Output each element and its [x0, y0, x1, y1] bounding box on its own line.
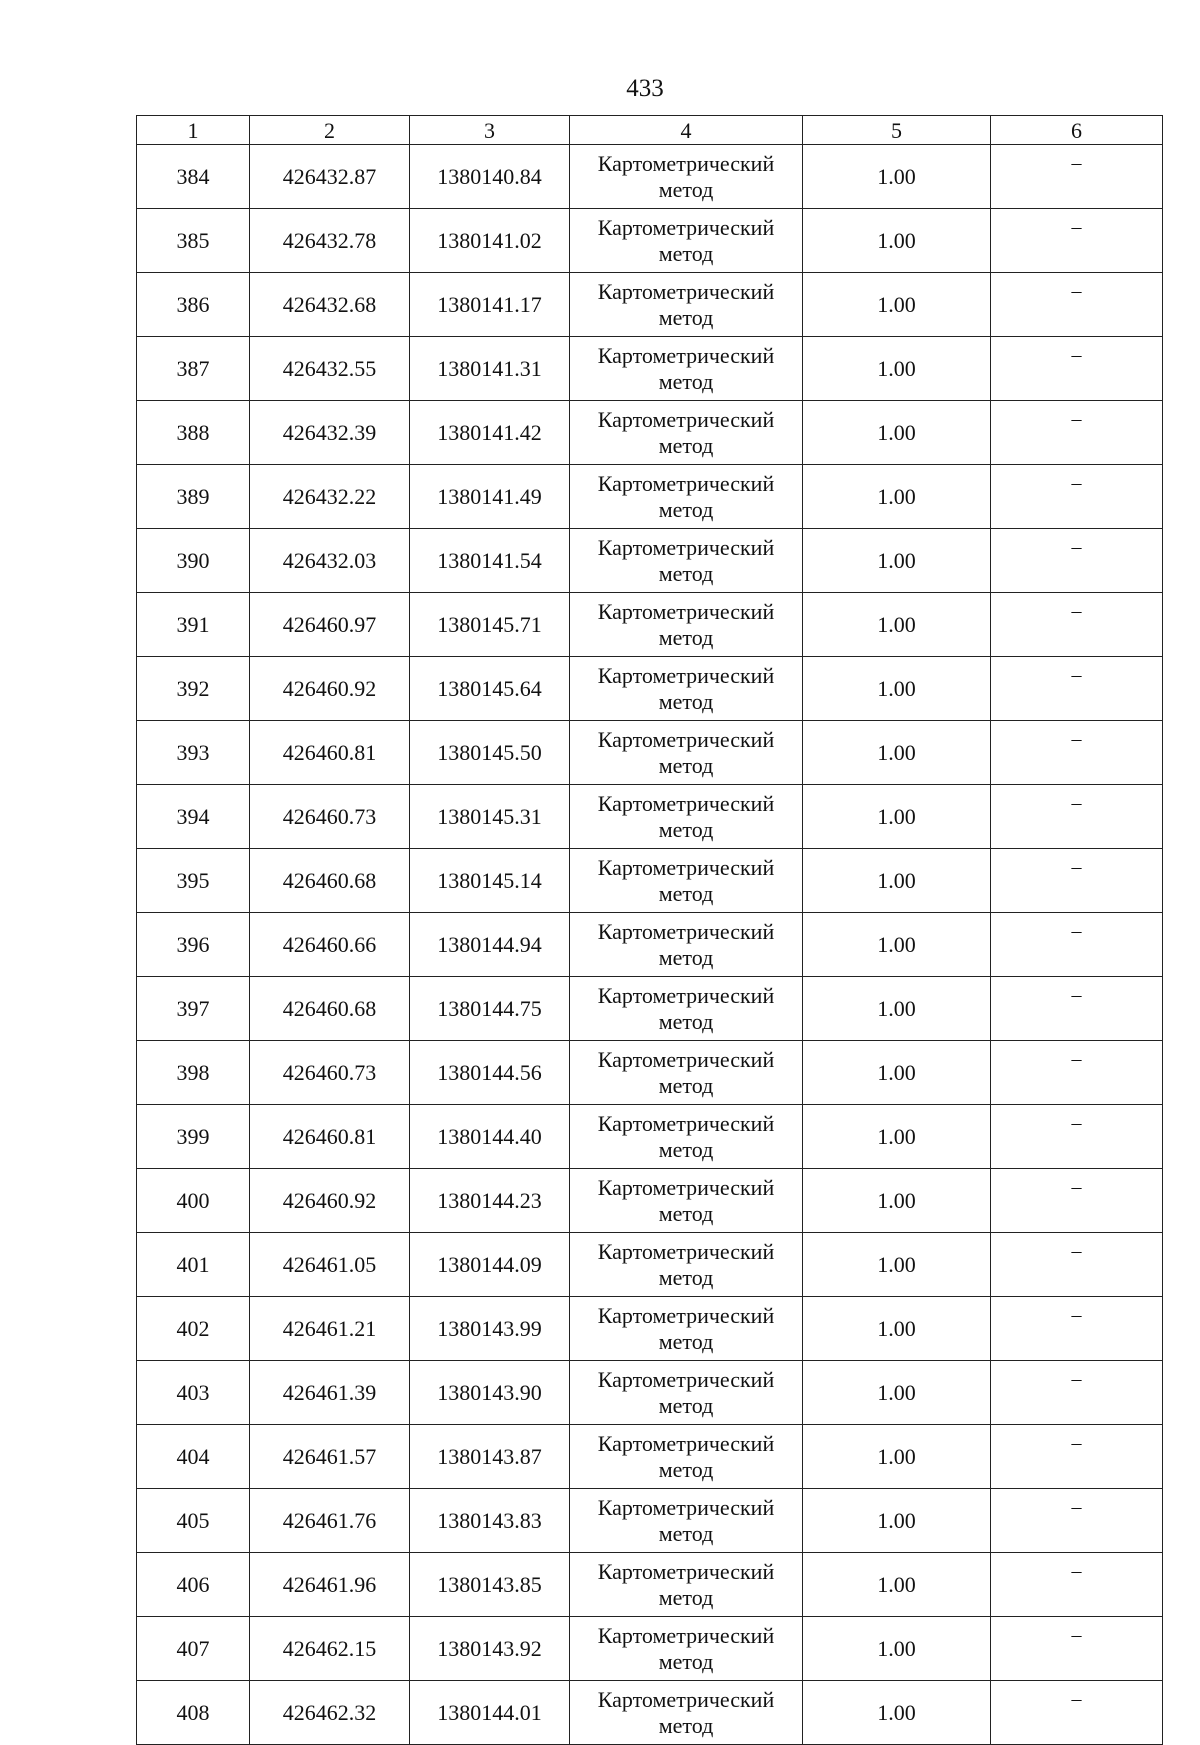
- y-coordinate-cell: 1380141.02: [410, 209, 570, 273]
- method-line-2: метод: [658, 1009, 714, 1034]
- accuracy-cell: 1.00: [803, 1489, 991, 1553]
- column-header-1: 1: [137, 116, 250, 145]
- table-row: [137, 337, 1163, 401]
- point-number-cell: 401: [137, 1233, 250, 1297]
- y-coordinate-cell: 1380144.40: [410, 1105, 570, 1169]
- y-coordinate-cell: 1380145.64: [410, 657, 570, 721]
- table-header-row: [137, 116, 1163, 145]
- method-line-2: метод: [658, 1585, 714, 1610]
- table-body: [137, 145, 1163, 1745]
- accuracy-cell: 1.00: [803, 657, 991, 721]
- x-coordinate-cell: 426462.32: [250, 1681, 410, 1745]
- x-coordinate-cell: 426432.03: [250, 529, 410, 593]
- method-line-1: Картометрический: [597, 1047, 775, 1072]
- table-row: [137, 145, 1163, 209]
- table-row: [137, 209, 1163, 273]
- point-number-cell: 396: [137, 913, 250, 977]
- accuracy-cell: 1.00: [803, 401, 991, 465]
- point-number-cell: 386: [137, 273, 250, 337]
- table-row: [137, 1041, 1163, 1105]
- method-line-1: Картометрический: [597, 1175, 775, 1200]
- table-row: [137, 721, 1163, 785]
- point-number-cell: 392: [137, 657, 250, 721]
- column-header-6: 6: [991, 116, 1163, 145]
- note-cell: –: [991, 337, 1163, 401]
- y-coordinate-cell: 1380143.99: [410, 1297, 570, 1361]
- method-cell: [570, 1553, 803, 1617]
- y-coordinate-cell: 1380145.31: [410, 785, 570, 849]
- y-coordinate-cell: 1380144.09: [410, 1233, 570, 1297]
- x-coordinate-cell: 426461.05: [250, 1233, 410, 1297]
- accuracy-cell: 1.00: [803, 1297, 991, 1361]
- table-row: [137, 1233, 1163, 1297]
- point-number-cell: 406: [137, 1553, 250, 1617]
- note-cell: –: [991, 1169, 1163, 1233]
- x-coordinate-cell: 426461.96: [250, 1553, 410, 1617]
- note-cell: –: [991, 401, 1163, 465]
- note-cell: –: [991, 1681, 1163, 1745]
- note-cell: –: [991, 1361, 1163, 1425]
- table-row: [137, 785, 1163, 849]
- method-cell: [570, 1105, 803, 1169]
- point-number-cell: 405: [137, 1489, 250, 1553]
- method-cell: [570, 785, 803, 849]
- x-coordinate-cell: 426461.39: [250, 1361, 410, 1425]
- method-line-2: метод: [658, 1201, 714, 1226]
- x-coordinate-cell: 426460.92: [250, 1169, 410, 1233]
- accuracy-cell: 1.00: [803, 209, 991, 273]
- note-cell: –: [991, 529, 1163, 593]
- note-cell: –: [991, 721, 1163, 785]
- x-coordinate-cell: 426460.81: [250, 1105, 410, 1169]
- point-number-cell: 403: [137, 1361, 250, 1425]
- method-line-1: Картометрический: [597, 343, 775, 368]
- method-line-1: Картометрический: [597, 1623, 775, 1648]
- method-line-2: метод: [658, 1649, 714, 1674]
- accuracy-cell: 1.00: [803, 1425, 991, 1489]
- method-cell: [570, 209, 803, 273]
- y-coordinate-cell: 1380143.92: [410, 1617, 570, 1681]
- x-coordinate-cell: 426432.68: [250, 273, 410, 337]
- method-line-2: метод: [658, 1265, 714, 1290]
- accuracy-cell: 1.00: [803, 1361, 991, 1425]
- table-row: [137, 1105, 1163, 1169]
- point-number-cell: 398: [137, 1041, 250, 1105]
- note-cell: –: [991, 1425, 1163, 1489]
- x-coordinate-cell: 426432.39: [250, 401, 410, 465]
- method-line-2: метод: [658, 241, 714, 266]
- accuracy-cell: 1.00: [803, 1617, 991, 1681]
- method-cell: [570, 273, 803, 337]
- point-number-cell: 402: [137, 1297, 250, 1361]
- method-cell: [570, 529, 803, 593]
- method-line-2: метод: [658, 305, 714, 330]
- y-coordinate-cell: 1380141.54: [410, 529, 570, 593]
- column-header-3: 3: [410, 116, 570, 145]
- table-row: [137, 849, 1163, 913]
- point-number-cell: 384: [137, 145, 250, 209]
- accuracy-cell: 1.00: [803, 529, 991, 593]
- accuracy-cell: 1.00: [803, 465, 991, 529]
- x-coordinate-cell: 426460.81: [250, 721, 410, 785]
- table-row: [137, 1489, 1163, 1553]
- method-line-1: Картометрический: [597, 1495, 775, 1520]
- x-coordinate-cell: 426461.21: [250, 1297, 410, 1361]
- accuracy-cell: 1.00: [803, 1233, 991, 1297]
- accuracy-cell: 1.00: [803, 785, 991, 849]
- method-cell: [570, 465, 803, 529]
- method-line-2: метод: [658, 689, 714, 714]
- method-line-2: метод: [658, 1329, 714, 1354]
- point-number-cell: 385: [137, 209, 250, 273]
- note-cell: –: [991, 1553, 1163, 1617]
- table-row: [137, 977, 1163, 1041]
- point-number-cell: 400: [137, 1169, 250, 1233]
- table-row: [137, 657, 1163, 721]
- column-header-4: 4: [570, 116, 803, 145]
- method-line-2: метод: [658, 881, 714, 906]
- x-coordinate-cell: 426460.92: [250, 657, 410, 721]
- coordinates-table-container: [136, 115, 1162, 1745]
- accuracy-cell: 1.00: [803, 337, 991, 401]
- x-coordinate-cell: 426432.55: [250, 337, 410, 401]
- method-line-2: метод: [658, 817, 714, 842]
- method-line-1: Картометрический: [597, 279, 775, 304]
- table-row: [137, 529, 1163, 593]
- method-line-1: Картометрический: [597, 599, 775, 624]
- x-coordinate-cell: 426462.15: [250, 1617, 410, 1681]
- method-line-1: Картометрический: [597, 919, 775, 944]
- method-line-1: Картометрический: [597, 215, 775, 240]
- x-coordinate-cell: 426432.87: [250, 145, 410, 209]
- method-cell: [570, 1297, 803, 1361]
- method-cell: [570, 1233, 803, 1297]
- accuracy-cell: 1.00: [803, 1681, 991, 1745]
- method-line-2: метод: [658, 1713, 714, 1738]
- method-line-2: метод: [658, 753, 714, 778]
- method-line-1: Картометрический: [597, 151, 775, 176]
- x-coordinate-cell: 426461.76: [250, 1489, 410, 1553]
- method-line-2: метод: [658, 433, 714, 458]
- note-cell: –: [991, 1297, 1163, 1361]
- accuracy-cell: 1.00: [803, 913, 991, 977]
- method-line-2: метод: [658, 625, 714, 650]
- method-line-1: Картометрический: [597, 1111, 775, 1136]
- accuracy-cell: 1.00: [803, 1041, 991, 1105]
- point-number-cell: 387: [137, 337, 250, 401]
- column-header-2: 2: [250, 116, 410, 145]
- y-coordinate-cell: 1380145.71: [410, 593, 570, 657]
- method-line-1: Картометрический: [597, 535, 775, 560]
- x-coordinate-cell: 426460.66: [250, 913, 410, 977]
- note-cell: –: [991, 1041, 1163, 1105]
- table-row: [137, 1617, 1163, 1681]
- note-cell: –: [991, 913, 1163, 977]
- accuracy-cell: 1.00: [803, 1169, 991, 1233]
- point-number-cell: 407: [137, 1617, 250, 1681]
- y-coordinate-cell: 1380143.87: [410, 1425, 570, 1489]
- table-row: [137, 401, 1163, 465]
- accuracy-cell: 1.00: [803, 593, 991, 657]
- note-cell: –: [991, 273, 1163, 337]
- page-number: 433: [626, 75, 664, 102]
- method-line-1: Картометрический: [597, 855, 775, 880]
- table-row: [137, 465, 1163, 529]
- method-cell: [570, 657, 803, 721]
- y-coordinate-cell: 1380144.94: [410, 913, 570, 977]
- point-number-cell: 408: [137, 1681, 250, 1745]
- method-cell: [570, 1489, 803, 1553]
- table-row: [137, 1681, 1163, 1745]
- point-number-cell: 389: [137, 465, 250, 529]
- point-number-cell: 391: [137, 593, 250, 657]
- method-line-1: Картометрический: [597, 471, 775, 496]
- method-line-2: метод: [658, 561, 714, 586]
- method-line-2: метод: [658, 177, 714, 202]
- method-line-1: Картометрический: [597, 727, 775, 752]
- table-row: [137, 593, 1163, 657]
- note-cell: –: [991, 1617, 1163, 1681]
- method-cell: [570, 145, 803, 209]
- method-line-1: Картометрический: [597, 663, 775, 688]
- y-coordinate-cell: 1380144.23: [410, 1169, 570, 1233]
- point-number-cell: 388: [137, 401, 250, 465]
- method-cell: [570, 1425, 803, 1489]
- method-cell: [570, 1361, 803, 1425]
- y-coordinate-cell: 1380140.84: [410, 145, 570, 209]
- method-line-1: Картометрический: [597, 1303, 775, 1328]
- accuracy-cell: 1.00: [803, 145, 991, 209]
- x-coordinate-cell: 426460.97: [250, 593, 410, 657]
- y-coordinate-cell: 1380144.01: [410, 1681, 570, 1745]
- point-number-cell: 399: [137, 1105, 250, 1169]
- method-line-2: метод: [658, 497, 714, 522]
- note-cell: –: [991, 465, 1163, 529]
- x-coordinate-cell: 426432.78: [250, 209, 410, 273]
- method-cell: [570, 1041, 803, 1105]
- accuracy-cell: 1.00: [803, 977, 991, 1041]
- point-number-cell: 395: [137, 849, 250, 913]
- method-cell: [570, 1169, 803, 1233]
- method-line-2: метод: [658, 1393, 714, 1418]
- method-cell: [570, 721, 803, 785]
- y-coordinate-cell: 1380141.17: [410, 273, 570, 337]
- accuracy-cell: 1.00: [803, 1553, 991, 1617]
- method-line-1: Картометрический: [597, 1687, 775, 1712]
- table-row: [137, 273, 1163, 337]
- note-cell: –: [991, 977, 1163, 1041]
- method-line-2: метод: [658, 369, 714, 394]
- coordinates-table: [136, 115, 1163, 1745]
- note-cell: –: [991, 593, 1163, 657]
- method-line-1: Картометрический: [597, 1239, 775, 1264]
- point-number-cell: 397: [137, 977, 250, 1041]
- method-cell: [570, 337, 803, 401]
- x-coordinate-cell: 426460.73: [250, 1041, 410, 1105]
- y-coordinate-cell: 1380143.85: [410, 1553, 570, 1617]
- y-coordinate-cell: 1380144.75: [410, 977, 570, 1041]
- method-line-2: метод: [658, 1457, 714, 1482]
- y-coordinate-cell: 1380141.49: [410, 465, 570, 529]
- method-cell: [570, 849, 803, 913]
- accuracy-cell: 1.00: [803, 1105, 991, 1169]
- accuracy-cell: 1.00: [803, 721, 991, 785]
- method-line-1: Картометрический: [597, 407, 775, 432]
- x-coordinate-cell: 426432.22: [250, 465, 410, 529]
- table-row: [137, 1553, 1163, 1617]
- note-cell: –: [991, 1233, 1163, 1297]
- table-row: [137, 1425, 1163, 1489]
- table-row: [137, 1169, 1163, 1233]
- note-cell: –: [991, 849, 1163, 913]
- method-line-2: метод: [658, 1073, 714, 1098]
- method-cell: [570, 593, 803, 657]
- accuracy-cell: 1.00: [803, 273, 991, 337]
- note-cell: –: [991, 145, 1163, 209]
- point-number-cell: 390: [137, 529, 250, 593]
- y-coordinate-cell: 1380143.90: [410, 1361, 570, 1425]
- table-row: [137, 1361, 1163, 1425]
- method-cell: [570, 913, 803, 977]
- y-coordinate-cell: 1380141.42: [410, 401, 570, 465]
- method-line-1: Картометрический: [597, 1367, 775, 1392]
- x-coordinate-cell: 426460.68: [250, 849, 410, 913]
- note-cell: –: [991, 657, 1163, 721]
- y-coordinate-cell: 1380143.83: [410, 1489, 570, 1553]
- point-number-cell: 393: [137, 721, 250, 785]
- table-row: [137, 1297, 1163, 1361]
- method-cell: [570, 977, 803, 1041]
- method-line-1: Картометрический: [597, 983, 775, 1008]
- method-cell: [570, 1617, 803, 1681]
- y-coordinate-cell: 1380145.14: [410, 849, 570, 913]
- x-coordinate-cell: 426460.73: [250, 785, 410, 849]
- method-cell: [570, 1681, 803, 1745]
- method-line-2: метод: [658, 945, 714, 970]
- method-line-1: Картометрический: [597, 1431, 775, 1456]
- accuracy-cell: 1.00: [803, 849, 991, 913]
- method-cell: [570, 401, 803, 465]
- note-cell: –: [991, 1489, 1163, 1553]
- x-coordinate-cell: 426461.57: [250, 1425, 410, 1489]
- y-coordinate-cell: 1380141.31: [410, 337, 570, 401]
- method-line-1: Картометрический: [597, 1559, 775, 1584]
- column-header-5: 5: [803, 116, 991, 145]
- y-coordinate-cell: 1380144.56: [410, 1041, 570, 1105]
- note-cell: –: [991, 1105, 1163, 1169]
- table-row: [137, 913, 1163, 977]
- point-number-cell: 394: [137, 785, 250, 849]
- note-cell: –: [991, 785, 1163, 849]
- method-line-2: метод: [658, 1521, 714, 1546]
- point-number-cell: 404: [137, 1425, 250, 1489]
- y-coordinate-cell: 1380145.50: [410, 721, 570, 785]
- method-line-2: метод: [658, 1137, 714, 1162]
- method-line-1: Картометрический: [597, 791, 775, 816]
- note-cell: –: [991, 209, 1163, 273]
- x-coordinate-cell: 426460.68: [250, 977, 410, 1041]
